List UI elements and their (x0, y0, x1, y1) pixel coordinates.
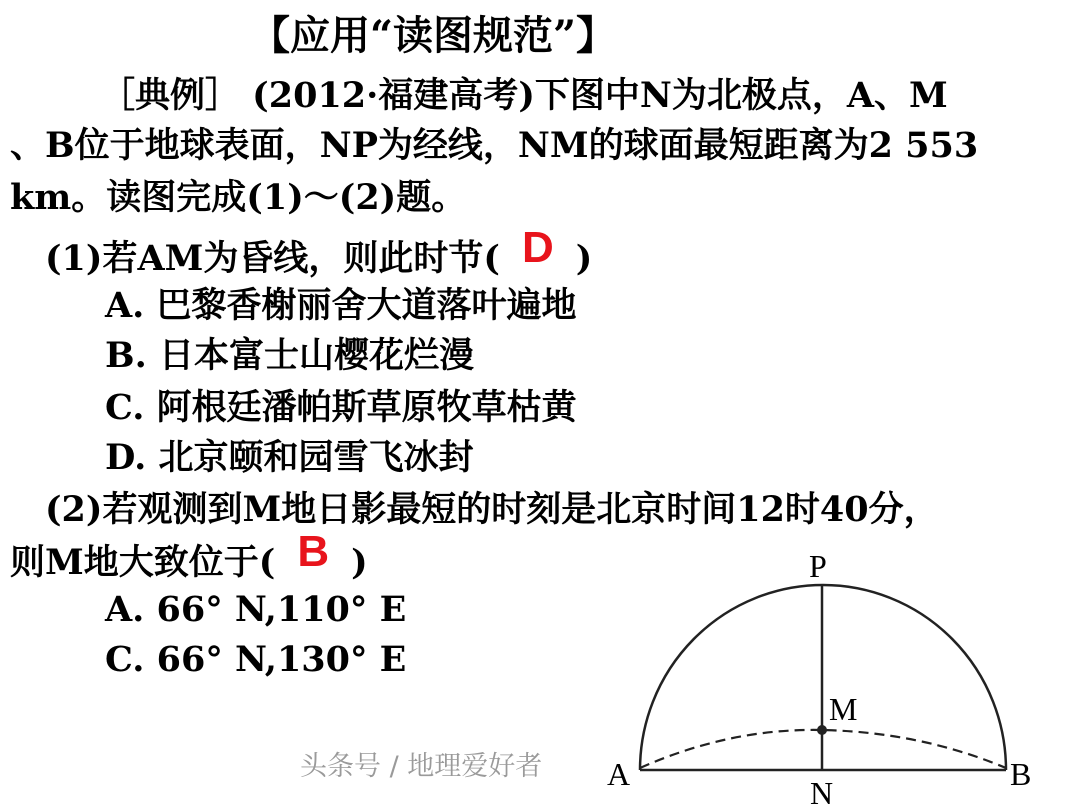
q1-answer: D (521, 223, 554, 272)
q2-answer: B (297, 527, 330, 576)
label-p: P (809, 548, 827, 584)
label-b: B (1010, 756, 1032, 792)
q1-option-d: D. 北京颐和园雪飞冰封 (105, 437, 474, 478)
q2-stem-after: ) (351, 542, 368, 583)
intro-line-1: ［典例］ (2012·福建高考)下图中N为北极点，A、M (100, 75, 948, 116)
watermark: 头条号 / 地理爱好者 (300, 751, 543, 782)
intro-line-3: km。读图完成(1)～(2)题。 (10, 177, 467, 218)
q2-option-a: A. 66° N,110° E (105, 589, 407, 630)
q1-stem-before: (1)若AM为昏线，则此时节( (45, 238, 500, 279)
label-a: A (607, 756, 631, 792)
q1-option-b: B. 日本富士山樱花烂漫 (105, 335, 474, 376)
q2-option-c: C. 66° N,130° E (105, 639, 407, 680)
q2-stem-before: 则M地大致位于( (10, 542, 276, 583)
q2-stem-line-1: (2)若观测到M地日影最短的时刻是北京时间12时40分， (45, 489, 939, 530)
q1-option-a: A. 巴黎香榭丽舍大道落叶遍地 (105, 285, 577, 326)
intro-line-2: 、B位于地球表面，NP为经线，NM的球面最短距离为2 553 (10, 125, 979, 166)
label-n: N (810, 775, 834, 810)
slide-title: 【应用“读图规范”】 (250, 12, 617, 59)
label-m: M (829, 691, 858, 727)
q1-option-c: C. 阿根廷潘帕斯草原牧草枯黄 (105, 387, 577, 428)
point-m (817, 725, 827, 735)
q1-stem-after: ) (575, 238, 593, 279)
